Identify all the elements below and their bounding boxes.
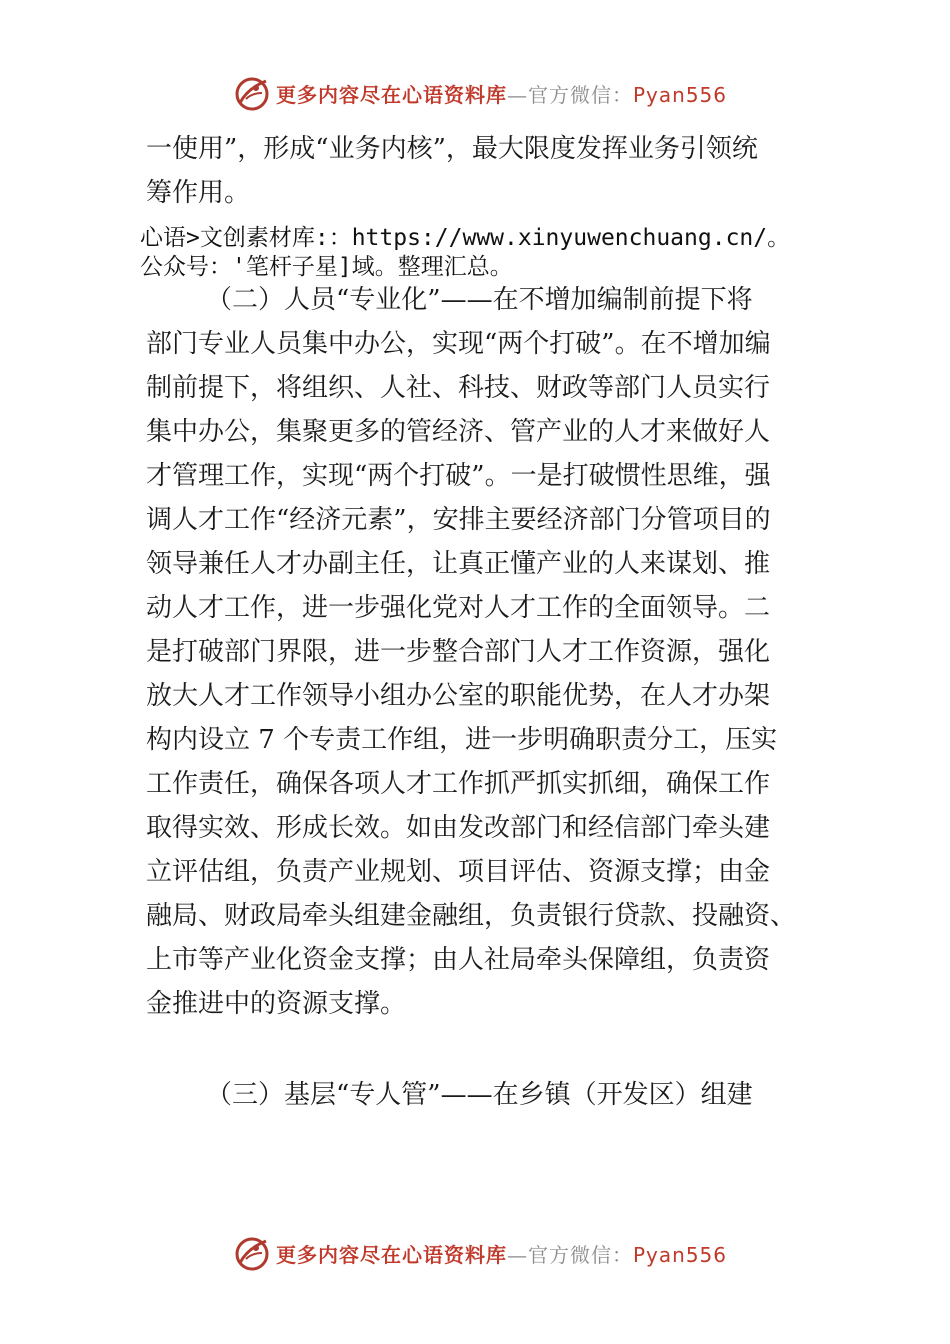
text-line: 集中办公，集聚更多的管经济、管产业的人才来做好人	[146, 417, 771, 447]
header-banner-id: Pyan556	[633, 82, 728, 107]
text-line: （三）基层“专人管”——在乡镇（开发区）组建	[206, 1080, 753, 1110]
text-line: 领导兼任人才办副主任，让真正懂产业的人来谋划、推	[146, 549, 771, 579]
text-line: 放大人才工作领导小组办公室的职能优势，在人才办架	[146, 681, 771, 711]
header-banner-text	[276, 79, 727, 108]
text-line: 是打破部门界限，进一步整合部门人才工作资源，强化	[146, 637, 771, 667]
footer-banner-main: 更多内容尽在心语资料库	[276, 1242, 507, 1267]
text-line: 融局、财政局牵头组建金融组，负责银行贷款、投融资、	[146, 901, 797, 931]
text-line: 调人才工作“经济元素”，安排主要经济部门分管项目的	[146, 505, 771, 535]
footer-banner-text	[276, 1239, 727, 1268]
text-line: 才管理工作，实现“两个打破”。一是打破惯性思维，强	[146, 461, 771, 491]
text-line: 工作责任，确保各项人才工作抓严抓实抓细，确保工作	[146, 769, 771, 799]
text-line: 构内设立 7 个专责工作组，进一步明确职责分工，压实	[146, 725, 778, 755]
text-line: 动人才工作，进一步强化党对人才工作的全面领导。二	[146, 593, 771, 623]
watermark-note-line: 心语>文创素材库:：https://www.xinyuwenchuang.cn/。	[140, 225, 791, 251]
footer-banner-id: Pyan556	[633, 1242, 728, 1267]
header-banner-main: 更多内容尽在心语资料库	[276, 82, 507, 107]
footer-banner-sep: —	[507, 1242, 528, 1267]
logo-icon	[232, 73, 272, 113]
logo-icon	[232, 1233, 272, 1273]
text-line: 制前提下，将组织、人社、科技、财政等部门人员实行	[146, 373, 771, 403]
text-line: 一使用”，形成“业务内核”，最大限度发挥业务引领统	[146, 134, 758, 164]
text-line: 部门专业人员集中办公，实现“两个打破”。在不增加编	[146, 329, 771, 359]
text-line: 金推进中的资源支撑。	[146, 989, 407, 1019]
header-banner-label: 官方微信：	[528, 82, 633, 107]
header-banner-sep: —	[507, 82, 528, 107]
text-line: （二）人员“专业化”——在不增加编制前提下将	[206, 285, 753, 315]
footer-banner-label: 官方微信：	[528, 1242, 633, 1267]
footer-banner	[232, 1233, 727, 1273]
text-line: 上市等产业化资金支撑；由人社局牵头保障组，负责资	[146, 945, 771, 975]
text-line: 取得实效、形成长效。如由发改部门和经信部门牵头建	[146, 813, 771, 843]
text-line: 筹作用。	[146, 178, 251, 208]
watermark-note-line: 公众号：'笔杆子星]域。整理汇总。	[140, 254, 513, 280]
text-line: 立评估组，负责产业规划、项目评估、资源支撑；由金	[146, 857, 771, 887]
header-banner	[232, 73, 727, 113]
